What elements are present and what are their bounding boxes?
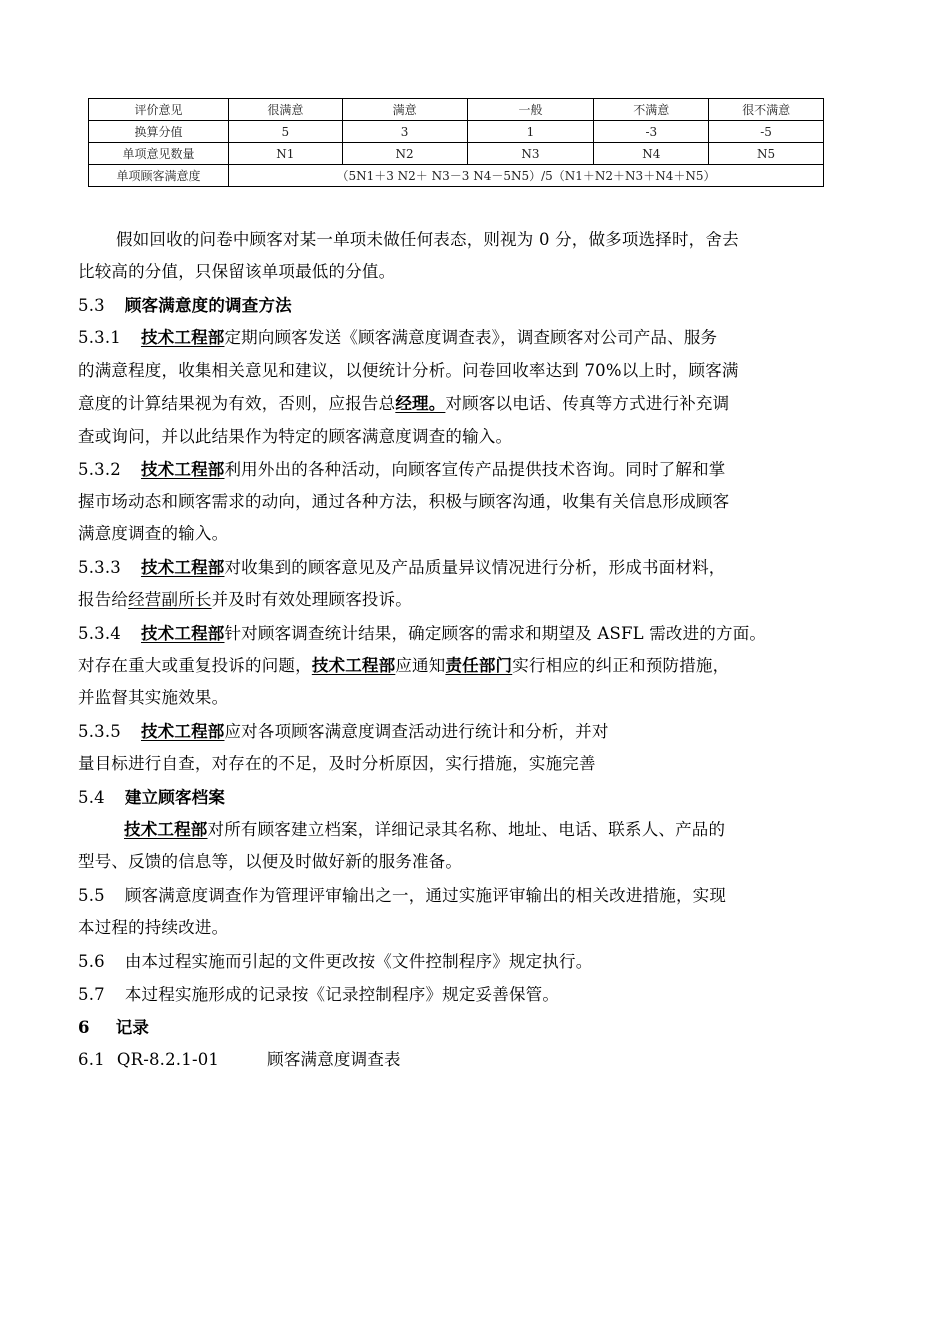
clause-number: 5.6	[78, 952, 105, 971]
record-name: 顾客满意度调查表	[267, 1050, 401, 1069]
record-entry-6-1	[78, 1048, 401, 1072]
table-cell: 很满意	[228, 99, 342, 121]
table-cell: N4	[594, 143, 709, 165]
clause-number: 5.3.1	[78, 328, 121, 347]
table-cell: 不满意	[594, 99, 709, 121]
clause-5-7-line	[78, 983, 559, 1007]
paragraph-line	[78, 654, 729, 678]
clause-number: 5.3.3	[78, 558, 121, 577]
paragraph-line: 比较高的分值，只保留该单项最低的分值。	[78, 262, 396, 281]
paragraph-line	[124, 818, 725, 842]
paragraph-line: 握市场动态和顾客需求的动向，通过各种方法，积极与顾客沟通，收集有关信息形成顾客	[78, 492, 730, 511]
department-name: 技术工程部	[140, 722, 225, 741]
paragraph-line: 量目标进行自查，对存在的不足，及时分析原因，实行措施，实施完善	[78, 754, 596, 773]
department-name: 技术工程部	[311, 656, 396, 675]
department-name: 技术工程部	[140, 558, 225, 577]
paragraph-line: 查或询问，并以此结果作为特定的顾客满意度调查的输入。	[78, 427, 513, 446]
table-cell: 换算分值	[89, 121, 229, 143]
table-cell: N2	[342, 143, 467, 165]
table-cell: 单项意见数量	[89, 143, 229, 165]
clause-5-3-5-line	[78, 720, 609, 744]
table-cell: 5	[228, 121, 342, 143]
clause-number: 5.3.5	[78, 722, 121, 741]
table-cell: 单项顾客满意度	[89, 165, 229, 187]
clause-text: 实行相应的纠正和预防措施，	[512, 656, 730, 675]
section-heading-5-4	[78, 786, 225, 810]
section-number: 5.3	[78, 296, 105, 315]
table-row	[89, 143, 824, 165]
table-cell: 很不满意	[709, 99, 824, 121]
section-title: 顾客满意度的调查方法	[124, 296, 292, 315]
clause-text: 本过程实施形成的记录按《记录控制程序》规定妥善保管。	[124, 985, 560, 1004]
paragraph-line: 型号、反馈的信息等，以便及时做好新的服务准备。	[78, 852, 463, 871]
clause-text: 应通知	[395, 656, 446, 675]
clause-5-3-3-line	[78, 556, 725, 580]
section-title: 记录	[115, 1018, 150, 1037]
clause-text: 定期向顾客发送《顾客满意度调查表》，调查顾客对公司产品、服务	[224, 328, 718, 347]
table-cell: -3	[594, 121, 709, 143]
clause-text: 对顾客以电话、传真等方式进行补充调	[445, 394, 730, 413]
table-cell: -5	[709, 121, 824, 143]
table-header-row	[89, 99, 824, 121]
table-cell: 3	[342, 121, 467, 143]
section-heading-5-3	[78, 294, 292, 318]
section-title: 建立顾客档案	[124, 788, 226, 807]
section-number: 6	[78, 1018, 90, 1037]
formula-cell: （5N1＋3 N2＋ N3－3 N4－5N5）/5（N1＋N2＋N3＋N4＋N5）	[228, 165, 823, 187]
table-cell: N5	[709, 143, 824, 165]
clause-text: 应对各项顾客满意度调查活动进行统计和分析，并对	[224, 722, 609, 741]
table-row	[89, 121, 824, 143]
clause-text: 对所有顾客建立档案，详细记录其名称、地址、电话、联系人、产品的	[207, 820, 726, 839]
clause-5-3-4-line	[78, 622, 766, 646]
clause-text: 对存在重大或重复投诉的问题，	[78, 656, 312, 675]
clause-text: 顾客满意度调查作为管理评审输出之一，通过实施评审输出的相关改进措施，实现	[124, 886, 727, 905]
clause-5-5-line	[78, 884, 726, 908]
clause-number: 5.3.4	[78, 624, 121, 643]
table-cell: N1	[228, 143, 342, 165]
table-cell: 1	[467, 121, 594, 143]
table-row	[89, 165, 824, 187]
clause-text: 并及时有效处理顾客投诉。	[211, 590, 413, 609]
clause-5-6-line	[78, 950, 592, 974]
role-name: 经营副所长	[128, 590, 212, 609]
clause-text: 利用外出的各种活动，向顾客宣传产品提供技术咨询。同时了解和掌	[224, 460, 726, 479]
department-name: 技术工程部	[140, 328, 225, 347]
clause-text: 对收集到的顾客意见及产品质量异议情况进行分析，形成书面材料，	[224, 558, 726, 577]
table-cell: N3	[467, 143, 594, 165]
section-heading-6	[78, 1016, 149, 1040]
clause-5-3-2-line	[78, 458, 725, 482]
table-cell: 一般	[467, 99, 594, 121]
clause-number: 5.5	[78, 886, 105, 905]
record-code: QR-8.2.1-01	[116, 1050, 220, 1069]
table-cell: 满意	[342, 99, 467, 121]
clause-number: 5.3.2	[78, 460, 121, 479]
clause-text: 由本过程实施而引起的文件更改按《文件控制程序》规定执行。	[124, 952, 593, 971]
clause-text: 意度的计算结果视为有效，否则，应报告总	[78, 394, 396, 413]
paragraph-line: 本过程的持续改进。	[78, 918, 229, 937]
paragraph-line	[78, 392, 729, 416]
paragraph-line	[78, 588, 412, 612]
paragraph-line: 并监督其实施效果。	[78, 688, 229, 707]
clause-number: 5.7	[78, 985, 105, 1004]
section-number: 5.4	[78, 788, 105, 807]
department-name: 责任部门	[445, 656, 513, 675]
clause-text: 报告给	[78, 590, 129, 609]
paragraph-line: 满意度调查的输入。	[78, 524, 229, 543]
clause-text: 针对顾客调查统计结果，确定顾客的需求和期望及 ASFL 需改进的方面。	[224, 624, 767, 643]
paragraph-line: 假如回收的问卷中顾客对某一单项未做任何表态，则视为 0 分，做多项选择时，舍去	[116, 230, 739, 249]
department-name: 技术工程部	[140, 624, 225, 643]
department-name: 技术工程部	[140, 460, 225, 479]
table-cell: 评价意见	[89, 99, 229, 121]
paragraph-line: 的满意程度，收集相关意见和建议，以便统计分析。问卷回收率达到 70%以上时，顾客满	[78, 361, 739, 380]
satisfaction-score-table	[88, 98, 824, 187]
role-name: 经理。	[395, 394, 446, 413]
clause-5-3-1-line	[78, 326, 717, 350]
clause-number: 6.1	[78, 1050, 105, 1069]
department-name: 技术工程部	[124, 820, 208, 839]
